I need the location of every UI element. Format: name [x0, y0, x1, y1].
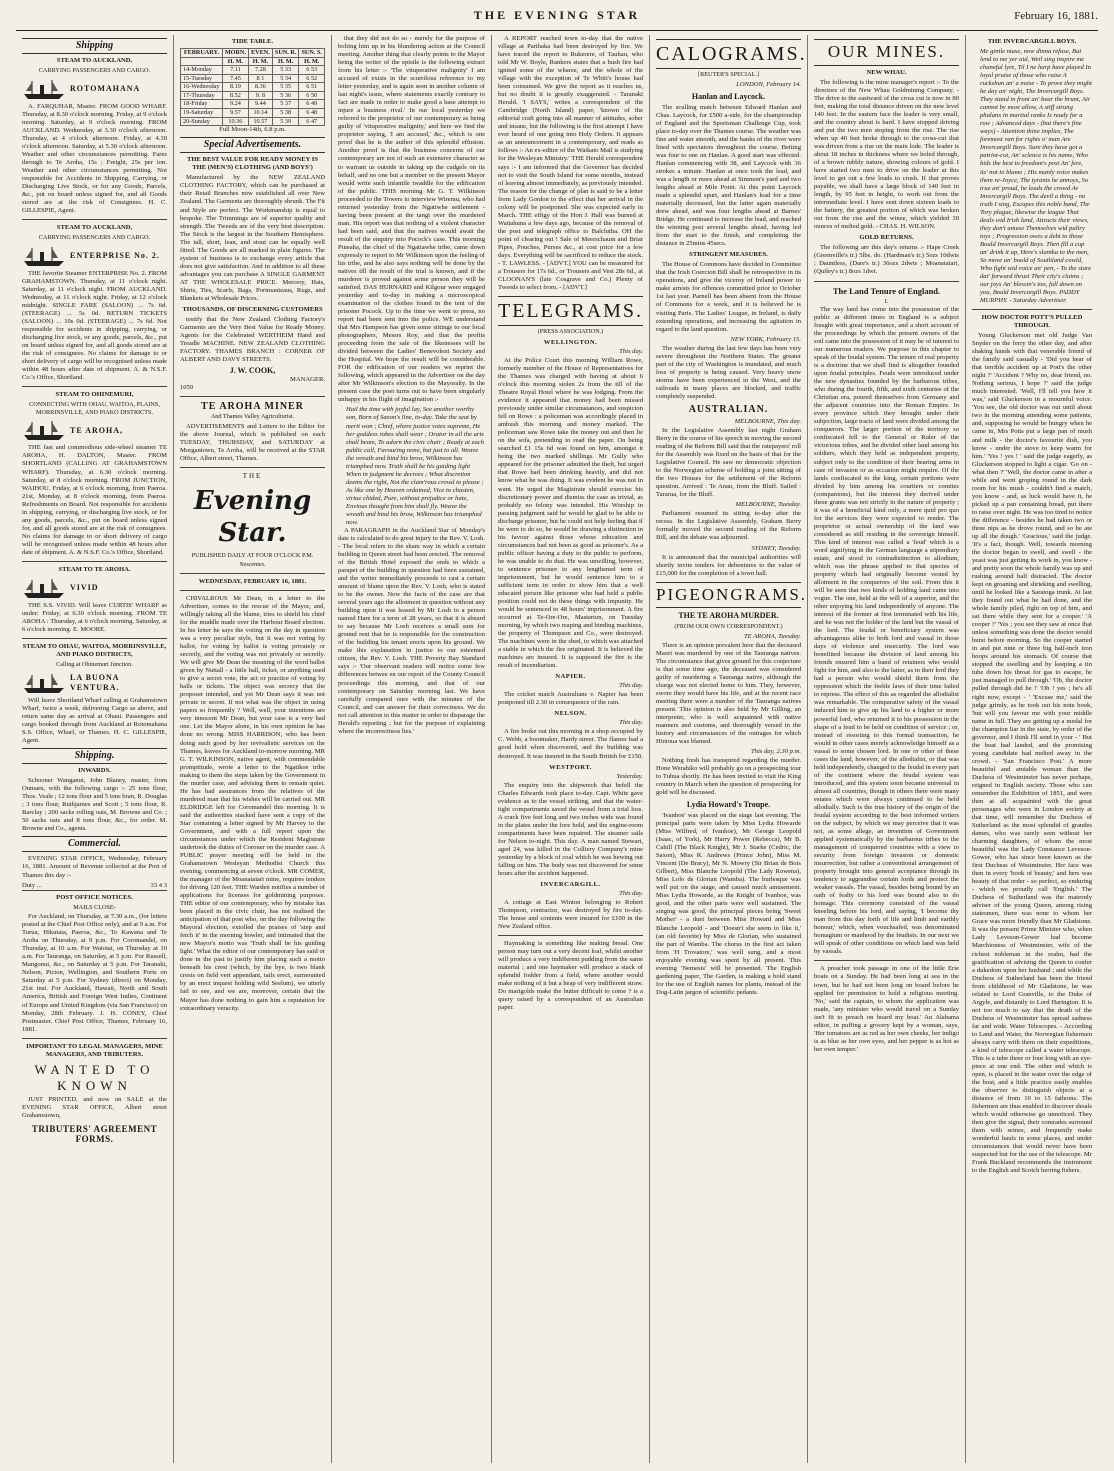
- local-news-2: A PARAGRAPH in the Auckland Star of Monday's date is calculated to do great injury to the Rev. V. Losh. - The local refers to the sham way in which a certain building in Queen street had been erected. The removal of the British Hotel exposed the ends to which a parapet of the building in question had been sustained, and the writer immediately proceeds to cast a certain amount of blame upon the Rev. V. Losh, who is stated to be the owner. Now the facts of the case are that several years ago the allotment in question without any building upon it was leased by Mr Losh to a person named Hare for a term of 28 years, so that it is absurd to say because Mr Losh receives a small sum for ground rent that he is responsible for the construction of the building his tenant erects upon his ground. We make this explanation in justice to our esteemed citizen, the Rev. V. Losh. THE Poverty Bay Standard says :- 'Our observant readers will notice some few differences betwee en our report of the County Council proceedings this morning, and that of our contemporary on Saturday morning last. We have carefully compared ours with the minutes of the Council, and can answer for their correctness. We do not call attention to this matter in order to disparage the Herald's reporting ; but for the purpose of explaining where the incorrectness lies.': [338, 526, 485, 735]
- date-nelson: This day.: [619, 719, 643, 727]
- steamship-icon: [22, 671, 66, 695]
- tide-cell: 15-Tuesday: [181, 74, 223, 83]
- thousands-body: testify that the New Zealand Clothing Factory's Garments are the Very Best Value for Ready Money. Agents for the Celebrated WERTHEIM Hand and Treadle MACHINE. NEW ZEALAND CLOTHING FACTORY. THAMES BRANCH : CORNER OF ALBERT AND DAVY STREETS.: [180, 315, 325, 364]
- tributers-forms: TRIBUTERS' AGREEMENT FORMS.: [31, 1123, 158, 1145]
- ship-ad-3-banner: [22, 418, 167, 442]
- tide-cell: 5 33: [272, 66, 299, 75]
- table-row: [181, 100, 325, 109]
- tide-cell: 6 53: [299, 66, 325, 75]
- inwards-body: Schooner Wanganui, John Blaney, master, from Onmaru, with the following cargo :- 25 tons flour, Thos. Veale ; 12 tons flour and 5 tons bran, R. Douglas ; 3 tons flour, Ruthjames and Scott ; 5 tons flour, R. Barclay ; 200 sacks rolling oats, M. Browne and Co. ; 50 sacks oats and 8 tons flour, &c., for order. M. Browne and Co., agents.: [22, 777, 167, 833]
- ship-name-la-buona-ventura: LA BUONA VENTURA.: [70, 672, 120, 692]
- tide-cell: 8.36: [249, 83, 273, 92]
- tide-table: [180, 48, 325, 126]
- star-the: THE: [242, 471, 263, 480]
- table-row: [181, 117, 325, 126]
- haymaking-body: Haymaking is something like making bread. One person may turn out a very decent loaf, whilst another will produce a very indifferent pudding from the same material ; and one haymaker will produce a stack of splendid fodder from a field, where another would make nothing of it but a heap of very indifferent straw. Do marigolds make the butter difficult to come ? is a query raised by a correspondent of an Australian paper.: [498, 940, 643, 1012]
- local-news-1: that they did not do so - merely for the purpose of bolting him up in his blundering action at the Council meeting. Another thing that clearly points to the Mayor being the writer of the epistle is the following extract from his letter :- 'The vituperative malignity' I am accused of exists in the scurrilous reference to my letter yesterday, and is again seen in another column of last night's issue, where statements exactly contrary to fact are made in order to make good a base attempt to injure a business rival.' In our local yesterday we referred to the proprietor of our contemporary as being guilty of 'vituperative malignity,' and here we find the proprietor saying, 'I am accused,' &c., which is one proof that he is the author of this splendid effusion. Another proof is that the business concerns of our contemporary are not of such an extensive character as to warrant us outside in taking up the cudgels on its behalf, and no one but a member or the present Mayor would write such infantile twaddle for the edification of the public. THIS morning Mr G. T. Wilkinson proceeded to the Towers to interview Wiremu, who had returned yesterday from the Ngatiwhe settlement - having been present at the tangi over the murdered man. His report was that nothing of a violent character had been said, and that the natives would await the result of the enquiry into Pocock's case. This morning Pineaha, the chief of the Ngatiawhe tribe, came down expressly to report to Mr Wilkinson upon the feeling of his tribe, and he also says nothing will be done by the natives till the result of the trial is known, and if the murderer is proved against some person they will be satisfied. DAS HURNARD and Kilgour were engaged yesterday and to-day in making a microscopical examination of the clothes found in the tent of the prisoner Pocock. Up to the time we went to press, no report had been sent into the police. WE understand that Mrs Hampson has given some sittings to our local photographers, Messrs Roy, and that the profits proceeding from the sale of the likenesses will be divided between the Ladies' Benevolent Society and the Hospital. We hope the result will be considerable. FOR the edification of our readers we reprint the following, which appeared in the Advertiser on the day after Mr Wilkinson's election to the Mayoralty. In the present case the poet turns out to have been singularly unhappy in his flight of imagination :-: [338, 35, 485, 404]
- place-nelson: NELSON.: [554, 710, 587, 718]
- tide-col-even: EVEN.: [249, 49, 273, 58]
- steamship-icon: [22, 244, 66, 268]
- doctor-potts-body: Young Gluckerson met old Judge Van Snyder on the ferry the other day, and after shaking hands with that venerable friend of the family said casually - 'Did you hear of that terrible accident up at Pott's the other night ?' 'Accident ? Why no, dear friend, no. Nothing serious, I hope ?' said the judge much interested. 'Well, I'll tell you how it was,' said Gluckerson in a mournful voice. 'You see, the old doctor was out until about two in the morning attending some patients, and, supposing he would be hungry when he came in, Mrs Potts put a large pan of mush and milk - the doctor's favourite dish, you know - under the stove to keep warm for him.' 'Yes ! yes ! ' said the judge eagerly, as Gluckerson stopped to light a cigar. 'Go on - what then ?' 'Well, the doctor came in after a while and went groping round in the dark room for his mush - couldn't find a match, you know - and, as luck would have it, he picked up a pan containing bread, put there to raise over night. He was too tired to notice the difference - besides he had taken two or three nips as he drove round, and so he ate up all the dough.' 'Gracious,' said the judge. 'It's a fact, though. Well, towards morning the doctor began to swell, and swell - the yeast was just getting its work in, you know - and pretty soon the whole family was up and rushing around half distracted. The doctor kept on groaning and shrieking and swelling, until he looked like a Saratoga trunk. At last they found out what he had done, and the whole family piled, right on top of him, and sat there while they sent for a cooper.' 'A cooper ?' 'Yes ; you see they saw at once that unless something was done the doctor would burst before morning. So the cooper started in and put nine or three big half-inch iron hoops around his stomach. Of course that stopped the swelling and by keeping a tin tube down his throat for gas to escape, he just managed to pull through.' 'Oh, the doctor pulled through did he !' 'Oh ! yes ; he's all right now, except - ' 'Excuse me,' said the judge grimly, as he took out his note book, 'but will you favour me with your middle name in full. They are getting up a medal for the champion liar in the state, by order of the governor, and I think I'll send in your - ' But the boat had landed, and the promising young candidate had melted away in the crowd. - 'San Francisco Post.' A more beautiful and amiable woman than the Duchess of Westminster has never perhaps, reigned in English society. Those who can remember the Exhibition of 1851, and were then at all acquainted with the great personages who were in London society at that time, will remember the Duchess of Sutherland as the most splendid of grandes dames, who was rarely seen without her charming daughters, of whom the most beautiful was the Lady Constance Leveson-Gower, who has since been known as the first Duchess of Westminster. Her face was then in every 'book of beauty,' and hers was beauty of that order - so perfect, so enduring - which we proudly call 'English.' The Duchess of Sutherland was the matronly adviser of the young Queen, among rising statesmen, there was none to whom her Grace was more friendly than Mr Gladstone. It was the present Prime Minister who, when Lady Leveson-Gower had become Marchioness of Westminster, wife of the richest nobleman in the realm, had the gratification of advising the Queen to confer a dukedom upon her husband ; and while the Duchess of Sutherland has been the friend from childhood of Mr Gladstone, he was related to Lord Granville, to the Duke of Argyle, and distantly to Lord Harington. It is not too much to say that the death of the Duchess of Westminster has spread sadness far and wide. Water Telescopes. - According to Land and Water, the Norwegian fishermen always carry with them on their expeditions, a kind of telescope called a water telescope. This is a tube three or four long with an eye-piece at one end. The other end which is open, is placed in the water over the edge of the boat, and a little practice easily enables the observer to distinguish objects at a distance of from 10 to 15 fathoms. The fishermen are thus enabled to discover shoals which would otherwise go unnoticed. They then give the signal, their comrades surround them with seines, and frequently make wonderful hauls in some places, and under circumstances that would never have been suspected but for the use of the telescope. Mr Frank Buckland recommends the instrument to the English and Scotch herring fishers.: [972, 332, 1092, 1175]
- tide-cell: 14-Monday: [181, 66, 223, 75]
- manager-role: MANAGER.: [290, 375, 325, 383]
- land-tenure-heading: The Land Tenure of England.: [832, 285, 941, 296]
- date-wellington: This day.: [619, 347, 643, 355]
- new-york-dateline: NEW YORK, February 15.: [730, 335, 801, 343]
- shipping-heading: Shipping: [22, 38, 167, 54]
- date-napier: This day.: [619, 682, 643, 690]
- poem-wilkinson: Hail the time with joyful lay, See another worthy son, Born of Saxon's line, to-day. Take the seat by merit won ; Chief, where justice votes supreme, He her goddess robes shall wear ; Orator in all the arts shall beam, To adorn the civic chair ; Ready at each public call, Favouring none, but just to all. Weave the wreath and bind his brow, Wilkinson has triumphed now. Truth shall be his guiding light When in judgment he decrees ; What discretion deems the right, Not the clam'rous crowd to please ; As like one by Heaven ordained, Vice to chasten, virtue chided, Pure, without prejudice or hate, Envious thought from him shall fly. Weave the wreath and bind his brow, Wilkinson has triumphed now.: [346, 406, 485, 526]
- ship-ad-2-banner: [22, 244, 167, 268]
- inwards-heading: INWARDS.: [78, 767, 111, 774]
- table-row: [181, 91, 325, 100]
- issue-date: February 16, 1881.: [1014, 10, 1098, 22]
- hanlan-heading: Hanlan and Laycock.: [691, 91, 766, 101]
- our-mines-heading: OUR MINES.: [814, 39, 959, 66]
- manager-name: J. W. COOK,: [229, 366, 276, 376]
- ship-ad-1-body: A. FARQUHAR, Master. FROM GOOD WHARF. Thursday, at 8.30 o'clock morning. Friday, at 9 o'clock morning. Saturday, at 9 o'clock morning. FROM AUCKLAND. Wednesday, at 3.30 o'clock afternoon. Thursday, at 4 o'clock afternoon. Friday, at 4.30 o'clock afternoon. Saturday, at 5.30 o'clock afternoon. Weather and other circumstances permitting. Fares through to Te Aroha, 15s ; Freight, 25s per ton. Weather and other circumstances permitting. Not responsible for Accidents in Shipping, Carrying, or Discharging Live Stock, or for any Goods, Parcels, &c., put on board unless signed for, and all Goods stored are at the risk of Consignees. H. C. GILLESPIE, Agent.: [22, 102, 167, 215]
- tide-cell: 19-Saturday: [181, 108, 223, 117]
- tide-cell: 16-Wednesday: [181, 83, 223, 92]
- column-telegrams: [492, 35, 650, 1463]
- column-local-news: [332, 35, 492, 1463]
- ship-name-te-aroha: TE AROHA,: [70, 425, 124, 435]
- tide-cell: 9. 8: [249, 91, 273, 100]
- te-aroha-2-dateline: This day, 2.30 p.m.: [750, 748, 801, 756]
- column-miscellany: [966, 35, 1098, 1463]
- tide-cell: 5 39: [272, 117, 299, 126]
- pigeongrams-heading: PIGEONGRAMS.: [656, 582, 801, 609]
- ship-name-rotomahana: ROTOMAHANA: [70, 83, 141, 93]
- column-advertisements: [174, 35, 332, 1463]
- ship-ad-2-body: THE favorite Steamer ENTERPRISE No. 2. FROM GRAHAMSTOWN. Thursday, at 11 o'clock night. Saturday, at 11 o'clock night. FROM AUCKLAND. Wednesday, at 11 o'clock night. Friday, at 12 o'clock midnight. SINGLE FARE (SALOON) ... 7s 6d. (STEERAGE) ... 5s 0d. RETURN TICKETS (SALOON) ... 10s 0d. (STEERAGE) ... 7s 6d. Not responsible for accidents in shipping, carrying, or discharging live stock, or any goods, parcels, &c., put on board unless signed for, and all goods stored are at the risk of consignees. No claims for damage to or short delivery of cargo will be recognised unless made within 48 hours after date of shipment. A. & N.S.F. Co.'s Office, Shortland.: [22, 269, 167, 382]
- masthead: [16, 8, 1098, 31]
- tide-cell: 5 38: [272, 108, 299, 117]
- tide-sub: H. M.: [299, 57, 325, 66]
- steamship-icon: [22, 576, 66, 600]
- australian-heading: AUSTRALIAN.: [688, 403, 769, 415]
- miner-heading: TE AROHA MINER: [201, 400, 304, 412]
- wanted-body: JUST PRINTED, and now on SALE at the EVENING STAR OFFICE, Albert street Grahamstown,: [22, 1096, 167, 1120]
- land-tenure-body: The way land has come into the possession of the public at different times in England is a subject fraught with great importance, and a short account of the proceedings by which the present owners of the soil came into the possession of it may be of interest to our numerous readers. We purpose in this chapter to speak of the feudal system. The tenure of real property is a doctrine that we shall find is altogether founded upon feudal principles. Feuds were introduced under the new dynasties founded by the barbarous tribes, who during the fourth, fifth, and sixth centuries of the Christian era, poured themselves from Germany and the adjacent countries into the Roman Empire. In every province which they brought under their subjection, large tracts of land were divided among the conquerors. The larger portion of the territory so confiscated fell to the General or Ruler of the victorious tribes, and he divided other land among his soldiers, which they held as independent property, subject only to the condition of their bearing arms in case of invasion or as occasion might require. Of the lands confiscated to the king, certain portions were divided by him among his courtiers or comites (companions), but the interest they derived under these grants was not strictly in the nature of property ; it was of a beneficial kind only, a mere quid pro quo for the services they were expected to render. The proprietor or actual ownership of the land was considered as still residing in the sovereign himself. This kind of interest was called a 'feud' which is a word signifying in the German language a stipendiary estate, and stood in contradistinction to allodium, which was the phrase applied to that species of property which had originally become vested by allotment in the conquerors of the soil. From this it will be seen that two kinds of holding land came into vogue. The one, held at the will of a superior, and the other enjoying his land independently of anyone. The interest of the former at first terminated with his life, and he was not the holder of the land but the vassal of the lord. The feudal or beneficiary system was advantageous alike to both lord and vassal in those days of violence and insecurity. The lord was benefitted because the division of land among his friends ensured him a band of retainers who would fight for him, and also to the latter, as in their lord they had a person who would shield them from the oppression which the feeble laws of their time failed to repress. The effect of this as regarded the allodialist was remarkable. The comparative safety of the vassal induced him to give up his land to a higher or more powerful lord, who returned it to his possession in the shape of a feud to be held on condition of service ; or, instead of resorting to this formal transaction, he would in other cases merely acknowledge himself as a vassal to some chosen lord. In one or other of these cases the land, however, of the allodialist, or that was held independently, changed to the feudal in every part of the continent where the feudal system was introduced, and this system soon became universal in almost all countries, though in others there were many estates which were always continued to be held allodially. Such is the true history of the origin of the feudal system according to the best informed writers on the subject, by which we may perceive that it was not, as some allege, an invention of Government applied systematically by the barbarous tribes to the management of conquered countries with a view to security from foreign invasion or domestic insurrection, but rather a conventional arrangement of property brought into general acceptance through its tendency to aggrandise certain lords and protect the weaker vassals. The vassal, besides being bound by an oath of fealty to his lord was bound also to do homage. This ceremony consisted of the vassal kneeling before his lord, and saying, 'I become thy man from this day forth of life and limb and earthly honour,' which, when vouchsafed, was denominated homagium or manhood by the feudists. In our next we will speak of other conditions on which land was held by vassals.: [814, 305, 959, 956]
- te-aroha-dateline: TE AROHA, Tuesday.: [743, 632, 801, 640]
- column-shipping: [16, 35, 174, 1463]
- wellington-body: At the Police Court this morning William Rowe, formerly member of the House of Representatives for the Thames was charged with having at about 6 o'clock this morning stolen 2s from the till of the Theatre Royal Hotel where he was lodging. From the evidence it appeared that money had been missed previously under similar circumstances, and suspicion fell on Rowe : a policeman was accordingly placed in ambush this morning and money marked. The policeman saw Rowe take the money out and then lie on the sofa, pretending to read the paper. On being searched £1 15s 6d was found on him, amongst it being the two marked shillings. Mr Gully who appeared for the prisoner admitted the theft, but urged that Rowe had been drinking heavily, and did not know what he was doing. It was evident he was not in want. He urged the Magistrate should exercise his discretionary power and dismiss the case as trivial, as probably no felony was intended. His Worship in passing judgment said he would be glad to be able to discharge prisoner, but he could not help feeling that if he were to do so, he would be drawing a distinction in his favour against those whose education and circumstances had not been as good as prisoner's. As a public officer having a duty to the public to perform, he was unable to do that. He was unwilling, however, to sentence prisoner to any lengthened term of imprisonment, but he would sentence him to a sufficient term in order to show him that a well educated person like prisoner who had held a public position could not do these things with impunity. He would be sentenced to 48 hours' imprisonment. A fire occurred at Te-Ore-Ore, Masterton, on Tuesday morning, by which two reaping and binding machines, the property of Thompson and Co., were destroyed. The machines were in the shed, to which was attached a stable in which the fire originated. It is believed the machines are insured. It is supposed the fire is the result of incendiarism.: [498, 357, 643, 670]
- hanlan-body: The sculling match between Edward Hanlan and Chas. Laycock, for £500 a-side, for the championship of England and the Sportsman Challenge Cup, took place to-day over the Thames course. The weather was fine and water smooth, and the banks of the river were lined with spectators throughout the course. Betting was four to one on Hanlan. A good start was effected. Hanlan commencing with 38, and Laycock with 36 strokes a minute. Hanlan at once took the lead, and was a length or more ahead at Simmon's yard and two lengths ahead at Mile Point. At this point Laycock made a splendid spurt, and Hanlan's lead for a time materially decreased, but the latter again materially drew ahead, and was four lengths ahead at Barnes' Bridge. He continued to increase the lead, and reached the winning post several lengths ahead, having led from the start to the finish, and completing the distance in 25mins 45secs.: [656, 103, 801, 248]
- thousands-heading: THOUSANDS, OF DISCERNING CUSTOMERS: [182, 305, 323, 313]
- clothing-ad-body: Manufactured by the NEW ZEALAND CLOTHING FACTORY, which can be purchased at their Retail Branches now established all over New Zealand. The Garments are thoroughly shrunk. The Fit and Style are perfect. The Workmanship is equal to bespoke. The Trimmings are of superior quality and strength. The Tweeds are of the very best description. The Stock is the largest in the Southern Hemisphere. The tall, short, lean, and stout can be equally well fitted. The Goods are all marked in plain figures. The system of business is to exchange every article that does not give satisfaction. And in addition to all these advantages you can purchase A SINGLE GARMENT AT THE WHOLESALE PRICE. Mercery, Hats, Shirts, Ties, Scarfs, Bags, Portmanteaus, Rugs, and Blankets at Wholesale Prices.: [180, 174, 325, 302]
- doctor-potts-heading: HOW DOCTOR POTT'S PULLED THROUGH.: [981, 314, 1083, 330]
- ship-ad-2-sub: CARRYING PASSENGERS AND CARGO.: [38, 234, 151, 242]
- miner-body: ADVERTISEMENTS and Letters to the Editor for the above Journal, which is published on each TUESDAY, THURSDAY, and SATURDAY at Morgantown, Te Aroha, will be received at the STAR Office, Albert street, Thames.: [180, 422, 325, 462]
- tide-cell: 6 52: [299, 74, 325, 83]
- tide-cell: 6 50: [299, 91, 325, 100]
- post-office-sub: MAILS CLOSE-: [73, 903, 116, 911]
- shipping-news-heading: Shipping.: [22, 748, 167, 764]
- ship-ad-5-sub: Calling at Ohinemuri Junction.: [56, 661, 133, 669]
- tide-cell: 6 47: [299, 117, 325, 126]
- invercargill-boys-heading: THE INVERCARGILL BOYS.: [987, 38, 1077, 45]
- post-office-heading: POST OFFICE NOTICES.: [56, 893, 133, 901]
- preacher-body: A preacher took passage in one of the little Erie boats on a Sunday. He had been long at sea in the town, but he had not been long on board before he applied for permission to hold a religious meeting. 'No,' said the captain, to whom the application was made, 'any minister who would travel on a Sunday isn't fit to preach on board my boat.' An Alabama editor, in puffing a grocery kept by a woman, says, 'Her tomatoes are as red as her own cheeks, her indigo is as blue as her own eyes, and her pepper is as hot as her own temper.': [814, 965, 959, 1053]
- special-ads-heading: Special Advertisements.: [180, 137, 325, 153]
- sydney-body: It is announced that the municipal authorities will shortly invite tenders for debentures to the value of £15,000 for the completion of a town hall.: [656, 553, 801, 577]
- commercial-heading: Commercial.: [22, 836, 167, 852]
- tide-cell: 8.19: [222, 83, 248, 92]
- tide-cell: 10.57: [249, 117, 273, 126]
- tide-col-morn: MORN.: [222, 49, 248, 58]
- telegrams-heading: TELEGRAMS.: [498, 296, 643, 326]
- tide-sub: H. M.: [249, 57, 273, 66]
- commercial-body: EVENING STAR OFFICE, Wednesday, February 16, 1881. Amount of Revenue collected at the Port of Thames this day :-: [22, 855, 167, 879]
- sydney-dateline: SYDNEY, Tuesday.: [751, 544, 801, 552]
- ship-ad-5-heading: STEAM TO OHAU, WAITOA, MORRINSVILLE, AND PIAKO DISTRICTS,: [22, 643, 167, 659]
- ship-ad-3-body: THE fast and commodious side-wheel steamer TE AROHA, H. DALTON, Master. FROM SHORTLAND (CALLING AT GRAHAMSTOWN WHARF). Thursday, at 6.30 o'clock morning. Saturday, at 8 o'clock morning. FROM JUNCTION, WAIHOU. Friday, at 6 o'clock morning, from Paeroa. 21st, Monday, at 8 o'clock morning, from Paeroa. Refreshments on Board. Not responsible for accidents in shipping, carrying, or discharging live stock, or for any goods, parcels, &c., put on board unless signed for, and all goods stored are at the risk of consignees. No claims for damage to or short delivery of cargo will be recognised unless made within 48 hours after date of shipment. A. & N.S.F. Co.'s Office, Shortland.: [22, 444, 167, 556]
- tide-cell: 6 51: [299, 83, 325, 92]
- steamship-icon: [22, 77, 66, 101]
- legal-managers-heading: IMPORTANT TO LEGAL MANAGERS, MINE MANAGERS, AND TRIBUTERS.: [26, 1042, 163, 1058]
- wanted-heading: WANTED TO KNOWN: [34, 1061, 155, 1093]
- tide-cell: 5 34: [272, 74, 299, 83]
- tide-cell: 20-Sunday: [181, 117, 223, 126]
- place-invercargill: INVERCARGILL.: [540, 880, 601, 888]
- table-row: [181, 83, 325, 92]
- tide-cell: 9.44: [249, 100, 273, 109]
- ship-ad-1-banner: [22, 77, 167, 101]
- gold-returns-body: The following are this day's returns :- Hape Creek (Greenville's tr.) 5lbs. do. (Hardman's tr.) 5ozs 10dwts ; Dauntless, (Dare's tr.) 36ozs 2dwts ; Moanataiari, (Quiley's tr.) 8ozs 1dwt.: [814, 244, 959, 276]
- murder-2-body: Nothing fresh has transpired regarding the murder. Hone Werahiko will probably go on a prospecting tour to Tuhua shortly. He has been invited to visit the King country in March when the question of prospecting for gold will be discussed.: [656, 757, 801, 797]
- duty-value: 33 4 3: [150, 881, 167, 889]
- tide-cell: 5 36: [272, 91, 299, 100]
- steamship-icon: [22, 418, 66, 442]
- stringent-heading: STRINGENT MEASURES.: [689, 251, 768, 259]
- murder-body: There is an opinion prevalent here that the deceased Maori was murdered by one of the Tauranga natives. The circumstance that gives ground for this conjecture is that some time ago, the deceased was considered guilty of murdering a Tauranga native, although the charge was not elected home to him. They, however, swore they would have his life, and at the recent race meeting there were a number of the Tauranga natives present. This opinion is also held by Mr Gilling, an interpreter, who is well acquainted with native manners and customs, and thoroughly versed in the history and circumstances of the outrages for which Hinioua was blamed.: [656, 641, 801, 746]
- editorial-body: CHIVALROUS Mr Dean, in a letter to the Advertiser, comes to the rescue of the Mayor, and, willingly taking all the blame, tries to shield his chief for the muddle made over the Harbour Board election. In his letter he says the voting on the day in question was a very peculiar style, but it was not voting by ballot, for voting by ballot is voting privately or secretly, and the voting was not privately or secretly. We will give Mr Dean the meaning of the word ballot given by Nuttall - a little ball, ticket, or anything used to give a secret vote, the act or practice of voting by balls or tickets. The object was secrecy that the proposer intended, and yet Mr Dean says it was not private or secret. If not what was the object in using papers so frequently ? Well, well, your intentions are very innocent Mr Dean, but your case is a very bad one. Let the Mayor alone, in his own opinion he has done no wrong. MISS HARRISON, who has been doing such good by her revivalistic services on the Thames, leaves for Auckland to-morrow morning. MR G. T. WILKINSON, native agent, with commendable promptitude, wrote a letter to the Ngatikoe tribe making to them the steps taken by the Government in the murder case, and advising them to remain quiet. He has had assurances from the relatives of the murdered man that his wishes will be carried out. MR ELDRIDGE left for Coromandel this morning. It is said the authorities stacked have sent a copy of the Star containing a letter signed by Mr Harvey to the Government, and with a full report upon the circumstances under which the Resident Magistrate undertook the duties of Coroner on the murder case. A PUBLIC prayer meeting will be held in the Grahamstown Wesleyan Methodist Church this evening, commencing at seven o'clock. MR COMER, the manager of the Moanataiari mine, requires tenders for driving 120 feet. THE Warden notifies a number of applications for licenses for goldmining purposes. THE editor of our contemporary, who by mistake has been placed in the civic chair, has not realised the anticipation of that post who, on the day following the Mayoral election, extolled the praises of 'step and fetch it' in the morning howler, and intimated that the new Mayor's motto was 'Truth shall be his guiding light.' What the editor of our contemporary has said or done in the past to justify him placing such a motto beneath his crest (which, by the bye, is two blank crests on field vert appendant, tails erect, surmounted by an erect inquest holding wild Seelum), we utterly fail to see, and we are, moreover, certain that the Mayor has done nothing to gain him a reputation for extraordinary veracity.: [180, 594, 325, 1012]
- tide-cell: 9.57: [222, 108, 248, 117]
- full-moon-note: Full Moon-14th, 6.8 p.m.: [219, 126, 286, 134]
- melbourne-2-body: Parliament resumed its sitting to-day after the recess. In the Legislative Assembly, Graham Berry formally moved the second reading of the Reform Bill, and the debate was adjourned.: [656, 510, 801, 542]
- table-row: [181, 108, 325, 117]
- ship-ad-4-heading: STEAM TO TE AROHA.: [58, 565, 131, 573]
- ship-name-enterprise: ENTERPRISE No. 2.: [70, 250, 160, 260]
- land-tenure-part: I.: [884, 297, 889, 305]
- tide-header-row: [181, 49, 325, 58]
- new-whau-body: The following is the mine manager's report :- To the directors of the New Whau Goldmining Company. - The drive to the eastward of the cross cut is now in 80 feet, making the total distance driven on the new level 140 feet. In the eastern face the leader is very small, and the country about is hard. I have stopped driving and put the two men stoping from the rise. The rise when up 40 feet broke through to the cross-cut that was driven from a rise on the main lode. The leader is about 18 inches in thickness where we holed through, of a brown rubbly nature, showing colours of gold. I have started two men to drive on the leader at this level to get out a few loads to crush. If that proves payable, we shall have a large block of 140 feet in length, by 95 feet in height, to work out from the intermediate level. I have sent down sixteen loads to the battery, the greatest portion of which was broken out from the rise and the winze, which yielded 30 ounces of melted gold. - CHAS. H. WILSON.: [814, 78, 959, 231]
- tide-cell: 9.24: [222, 100, 248, 109]
- place-westport: WESTPORT.: [549, 763, 592, 771]
- ship-ad-5-body: Will leave Shortland Wharf calling at Grahamstown Wharf, twice a week, delivering Cargo as above, and return same day as arrival at Ohaui. Passengers and cargo booked through from Auckland at Rotomahana S.S. Office, Wharf, or Thames. H. C. GILLESPIE, Agent.: [22, 696, 167, 744]
- tide-cell: 7.45: [222, 74, 248, 83]
- table-row: [181, 66, 325, 75]
- invercargill-boys-poem: Me gintle muse, now dinna refuse, But lend to me yer aid, Weil sing inspire me chaneful lyre, Til I ne harp have played In loyal praise of those who raise A ruckshun an' a noise - To prove they might be day an' night, The Invercargill Boys. They stand in front an' bear the brunt, Air cannot by most allow, A stiff strung phalanx in martial ranks Is ready for a row ; Advanced days - (but there's fine ways) - Attention thine implies, The foremost van for rights o' man Are Invercargill Boys. Sure they have got a patriot-cot, An' sclence is his name, Who bids the best to freedom's post An' fere, its' not to blame ; His manly voice makes them re-Joyce, The tyrants he annoys, So true an' proud, he leads the crowd Av Invercargill Boys. The devil a thing - no truth I sing, Escapes this noble band, The Tory plague, likewise the league That deals wid Irish land, Attracts their views, they don't amuse Themselves wid paltry toys ; Progression owes a debt to those Bould Invercargill Boys. Then fill a cup an' drink it up, Here's sluntka to the men, So move an' bould of Southland cowld, Who fight wid voice an' pen, - To the stare dat' forward thrust Their city's claims ; our joys An' blessin's too, fall down on you, Bould Invercargill Boys. PADDY MURPHY. - Saturday Advertiser.: [980, 48, 1092, 304]
- tide-col-sunrise: SUN. R.: [272, 49, 299, 58]
- duty-row: [22, 882, 167, 891]
- tide-col-month: FEBRUARY.: [181, 49, 223, 58]
- tide-cell: 10.36: [222, 117, 248, 126]
- ship-ad-4-banner: [22, 576, 167, 600]
- ship-ad-1-heading: STEAM TO AUCKLAND,: [56, 57, 133, 65]
- nelson-body: A fire broke out this morning in a shop occupied by C. Webb, a bootmaker, Hardy street. The flames had a good hold when discovered, and the building was destroyed. It was insured in the South British for £150.: [498, 728, 643, 760]
- ship-ad-5-banner: [22, 671, 167, 695]
- invercargill-body: A cottage at East Winton belonging to Robert Thompson, contractor, was destroyed by fire to-day. The house and contents were insured for £100 in the New Zealand office.: [498, 899, 643, 931]
- telegrams-sub: (PRESS ASSOCIATION.): [537, 328, 604, 336]
- calograms-sub: [REUTER'S SPECIAL.]: [698, 71, 759, 79]
- post-office-body: For Auckland, on Thursday, at 7.30 a.m., (for letters posted at the Chief Post Office only), and at 9 a.m. For Turua, Hikutaia, Paeroa, &c., To Kawana and Te Aroha on Thursday, at 9 p.m. For Coromandel, on Thursday, at 10 a.m. For Waiotai, on Thursday at 10 a.m. For Tauranga, on Saturday, at 5 p.m. For Russell, Mangonui, &c., on Saturday at 5 p.m. For Taranaki, Nelson, Picton, Wellington, and Southern Ports on Saturday at 5 p.m. For Sydney (direct) on Monday, 21st inst. For Auckland, Hawaii, North and South America, British and Foreign West Indies, Continent of Europe and United Kingdom (via San Francisco) on Monday, 28th February. J. H. CONEY, Chief Postmaster. Chief Post Office, Thames, February 16, 1881.: [22, 913, 167, 1033]
- lydia-heading: Lydia Howard's Troupe.: [686, 800, 771, 810]
- new-york-body: The weather during the last few days has been very severe throughout the Northern States. The greater part of the city of Washington is inundated, and much loss of property is being caused. Very heavy snow storms have been experienced in the West, and the railroads in many places are blocked, and traffic completely suspended.: [656, 344, 801, 400]
- ship-ad-1-sub: CARRYING PASSENGERS AND CARGO.: [38, 67, 151, 75]
- miner-sub: And Thames Valley Agriculturist.: [210, 413, 295, 421]
- calograms-heading: CALOGRAMS.: [656, 39, 801, 69]
- ad-number: 1059: [180, 383, 194, 391]
- tide-cell: 8 1: [249, 74, 273, 83]
- tide-cell: 7.28: [249, 66, 273, 75]
- tide-col-sunset: SUN. S.: [299, 49, 325, 58]
- evening-star-masthead: Evening Star.: [193, 486, 312, 549]
- gold-returns-heading: GOLD RETURNS.: [859, 234, 914, 242]
- clothing-ad-heading: THE BEST VALUE FOR READY MONEY IS THE (MEN'S) CLOTHING (AND BOYS'): [186, 156, 319, 172]
- star-motto: Nescentes.: [239, 561, 266, 569]
- ship-ad-2-heading: STEAM TO AUCKLAND,: [56, 224, 133, 232]
- tide-cell: 5 35: [272, 83, 299, 92]
- new-whau-heading: NEW WHAU.: [866, 68, 907, 76]
- ship-ad-3-sub: CONNECTING WITH OHAU, WAITOA, PLAINS, MORRINSVILLE, AND PIAKO DISTRICTS.: [29, 401, 160, 416]
- london-dateline: LONDON, February 14.: [736, 80, 801, 88]
- murder-heading: THE TE AROHA MURDER.: [678, 611, 779, 621]
- tide-sub: H. M.: [222, 57, 248, 66]
- napier-body: The cricket match Australians v. Napier has been postponed till 2.30 in consequence of the rain.: [498, 691, 643, 707]
- lydia-body: 'Ivanhoe' was placed on the stage last evening. The principal parts were taken by Miss Lydia Howarde (Miss Wilfred, of Ivanhoe), Mr George Leopold (Isaac, of York), Mr Harry Power (Rebecca), Mr B. Cahill (The Black Knight), Mr J. Starke (Cedric, the Saxon), Miss R. Andrews (Prince John), Miss M. Vincent (De Bracy), Mr N. Mowry (Sir Brian de Bois Gilbert), Miss Blanche Leopold (The Lady Rowena), Miss Lolo de Glorian (Wamba). The burlesque was well put on the stage, and caused much amusement. Miss Lydia Howarde, as the Knight of Ivanhoe, was good, and the other parts were well sustained. The singing was good, the principal pieces being 'Sweet Mother' - a duet between Miss Howard and Miss Blanche Leopold - and 'Doesn't she seem to like it,' (an old favorite) by Miss de Glorian, who sustained the part of Wamba. The chorus in the first act taken from 'H Trovatore,' was well sung, and a most enjoyable evening was spent by all present. This evening 'Nemesis' will be presented. The English gardening paper, The Garden, is making a bold stand for the use of English names for plants, instead of the Dog-Latin jargon of scientific pedants.: [656, 812, 801, 996]
- star-publish-note: PUBLISHED DAILY AT FOUR O'CLOCK P.M.: [191, 551, 314, 559]
- stringent-body: The House of Commons have decided in Committee that the Irish Coercion Bill shall be retrospective in its operations, and give the viceroy of Ireland power to make arrests for offences committed prior to October 1st last year. Parnell has been absent from the House of Commons for a week, and it is believed he is visiting Paris. The Ladies' League, in Ireland, is daily extending operations, and increasing the agitation in regard to the land question.: [656, 261, 801, 333]
- date-invercargill: This day.: [619, 890, 643, 898]
- ship-ad-4-body: THE S.S. VIVID. Will leave CURTIS' WHARF as under: Friday, at 6.30 o'clock morning. FROM TE AROHA : Thursday, at 6 o'clock morning. Saturday, at 6 o'clock morning. E. MOORE.: [22, 601, 167, 633]
- publication-title: THE EVENING STAR: [473, 8, 641, 22]
- tide-cell: 8.52: [222, 91, 248, 100]
- tide-cell: 18-Friday: [181, 100, 223, 109]
- melbourne-2-dateline: MELBOURNE, Tuesday.: [735, 501, 801, 509]
- date-westport: Yesterday.: [616, 772, 643, 780]
- place-wellington: WELLINGTON.: [543, 338, 598, 346]
- tide-subheader-row: [181, 57, 325, 66]
- tide-cell: 5 37: [272, 100, 299, 109]
- westport-body: The enquiry into the shipwreck that befell the Charles Edwards took place to-day. Capt. White gave evidence as to the vessel striking, and that the water-tight compartments saved the vessel from a total loss. A crack five feet long and two inches wide was found in the plates under the fore hold, and the engine-room compartments have been repaired. The steamer sails for Nelson to-night. This day. A man named Stewart, aged 24, was killed in the Colliery Company's mine yesterday by a block of coal which he was hewing out falling on him. The body was not discovered for some hours after the accident happened.: [498, 781, 643, 877]
- place-napier: NAPIER.: [555, 673, 586, 681]
- tide-cell: 7.11: [222, 66, 248, 75]
- duty-label: Duty ...: [22, 881, 42, 889]
- tide-cell: 17-Thursday: [181, 91, 223, 100]
- ship-ad-3-heading: STEAM TO OHINEMURI,: [55, 391, 134, 399]
- tide-table-heading: TIDE TABLE.: [231, 38, 274, 45]
- murder-sub: (FROM OUR OWN CORRESPONDENT.): [674, 623, 783, 631]
- melbourne-dateline: MELBOURNE, This day.: [734, 418, 801, 426]
- column-mines: [808, 35, 966, 1463]
- tide-cell: 6 48: [299, 108, 325, 117]
- local-news-3: A REPORT reached town to-day that the native village at Parihaka had been destroyed by fire. We have traced the report to Rukerere, of Tauhau, who told Mr W. Boyle, Rankers states that a bush fire had ignited some of the wharee, and the whole of the village with the exception of Te Whiti's house had been consumed. We give the report as it reaches us, but no doubt it is greatly exaggerated. - Taranaki Herald. 'I SAYS,' writes a correspondent of the Cambridge (North Island) paper, 'known of the editorial craft going into all manner of attitudes, sober and insane, but the following is the first attempt I have ever heard of one going into Holy Orders. It appears as an announcement in a contemporary, and reads as follows :- An ex-editor of the Waikato Mail is studying for the Wesleyan Ministry.' THE Herald correspondent says :- I am informed that the Governor has decided not to visit the South Island for some months, instead of leaving almost immediately, as previously intended. The reason for the change of plan is said to be a letter from Lady Gordon to the effect that her arrival in the colony will be postponed. She was expected early in March. THE effigy of the Hon J. Hall was burned at Waitahuna a few days ago, because of the removal of the post and telegraph office to Balclutha. OH the point of clearing out ! Sale of Meerschaum and Briar Pipes, Pouches, Purses &c., at cost price for a few days. Everything will be sacrificed to reduce the stock. - T. LAWLESS. - [ADVT.] YOU can be measured for a Trousers for 17s 6d., or Trousers and Vest 28s 6d., at CLOONAN'S (late Cosgrave and Co.) Plenty of Tweeds to select from. - [ADVT.]: [498, 35, 643, 291]
- tide-sub: H. M.: [272, 57, 299, 66]
- table-row: [181, 74, 325, 83]
- melbourne-body: In the Legislative Assembly last night Graham Berry in the course of his speech in moving the second reading of the Reform Bill said that the ratepayers' roll for the Assembly was fixed on the basis of that for the Legislative Council. He saw no democratic objection to the Norwegian scheme of holding a joint sitting of the two Houses for the settlement of the Reform question. Arrived : Te Anau, from the Bluff. Sailed : Tararua, for the Bluff.: [656, 427, 801, 499]
- tide-cell: 6 49: [299, 100, 325, 109]
- tide-cell: 10.14: [249, 108, 273, 117]
- column-calograms: [650, 35, 808, 1463]
- editorial-date: WEDNESDAY, FEBRUARY 16, 1881.: [198, 577, 307, 585]
- tide-sub: [181, 57, 223, 66]
- ship-name-vivid: VIVID: [70, 583, 99, 592]
